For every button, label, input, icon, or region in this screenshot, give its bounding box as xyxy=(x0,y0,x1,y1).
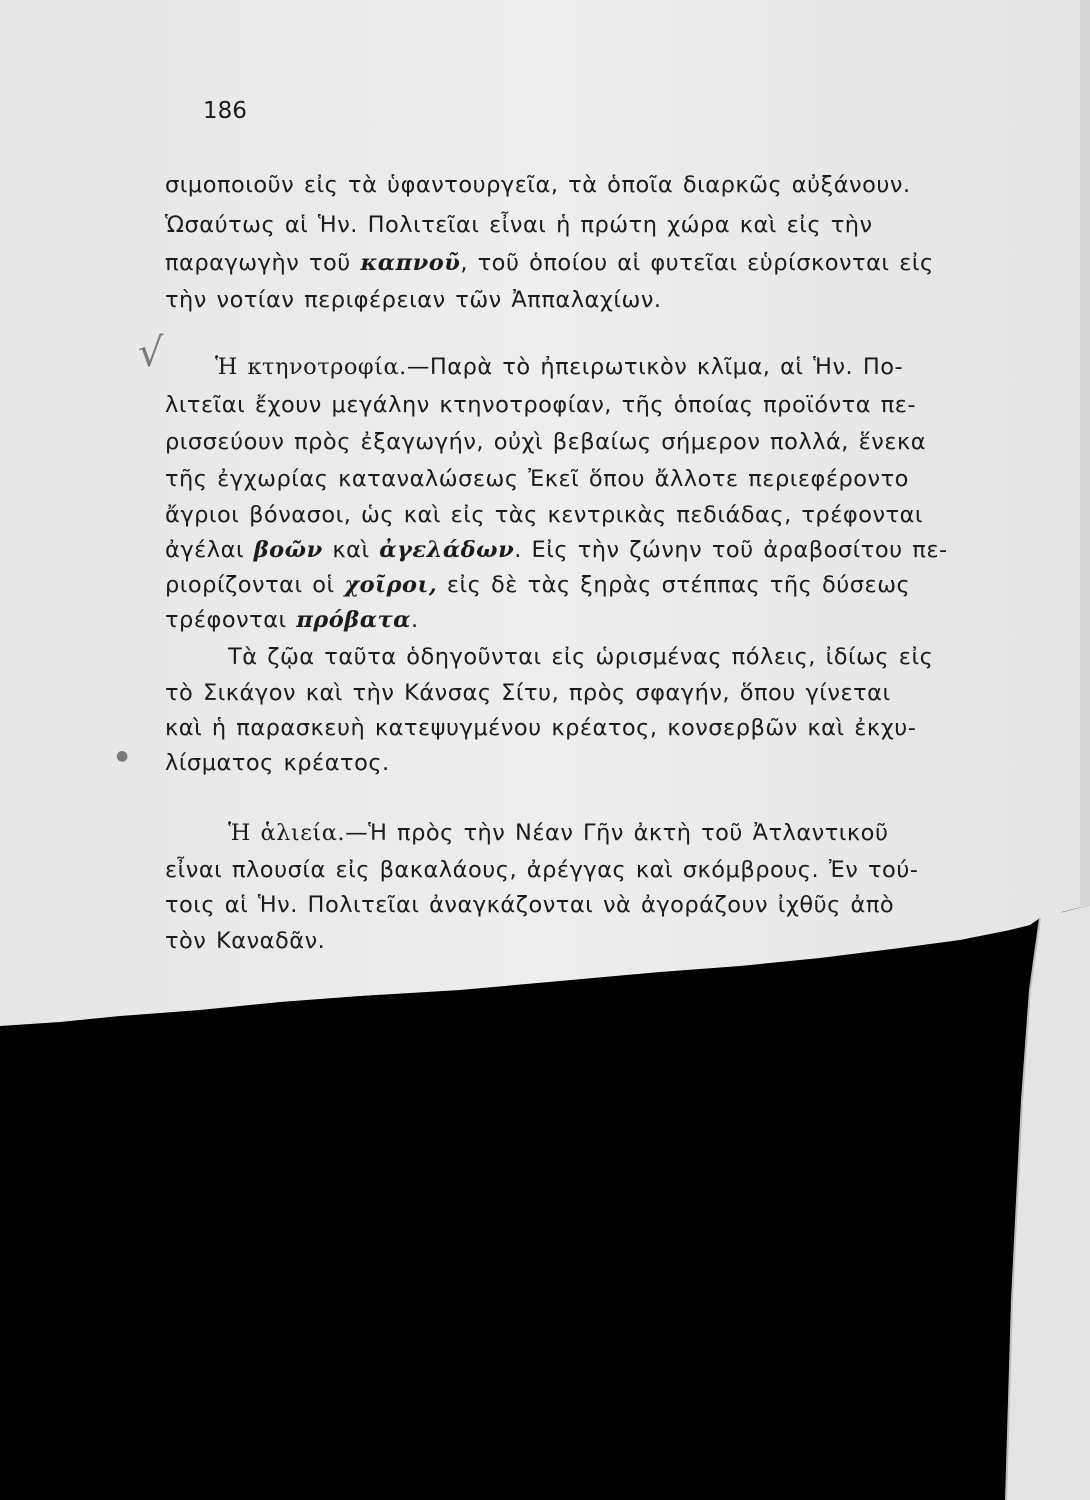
text-line: λίσματος κρέατος. xyxy=(165,750,390,776)
text-line: εἶναι πλουσία εἰς βακαλάους, ἀρέγγας καὶ σκόμβρους. Ἐν τού- xyxy=(165,857,919,883)
text-line: τῆς ἐγχωρίας καταναλώσεως Ἐκεῖ ὅπου ἄλλοτε περιεφέροντο xyxy=(165,466,909,492)
text-line: τὸ Σικάγον καὶ τὴν Κάνσας Σίτυ, πρὸς σφαγήν, ὅπου γίνεται xyxy=(165,680,891,706)
text-line: σιμοποιοῦν εἰς τὰ ὑφαντουργεῖα, τὰ ὁποῖα διαρκῶς αὐξάνουν. xyxy=(165,172,911,198)
text-line: τὴν νοτίαν περιφέρειαν τῶν Ἀππαλαχίων. xyxy=(165,287,662,313)
emphasis: βοῶν xyxy=(253,537,323,563)
text-line: τοις αἱ Ἡν. Πολιτεῖαι ἀναγκάζονται νὰ ἀγοράζουν ἰχθῦς ἀπὸ xyxy=(165,892,895,918)
section-heading: Ἡ κτηνοτροφία. xyxy=(215,354,407,380)
text-line: ἄγριοι βόνασοι, ὡς καὶ εἰς τὰς κεντρικὰς πεδιάδας, τρέφονται xyxy=(165,502,924,528)
text-line: Τὰ ζῷα ταῦτα ὁδηγοῦνται εἰς ὡρισμένας πόλεις, ἰδίως εἰς xyxy=(228,644,934,670)
text-line: ριορίζονται οἱ χοῖροι, εἰς δὲ τὰς ξηρὰς στέππας τῆς δύσεως xyxy=(165,572,911,598)
emphasis: πρόβατα xyxy=(296,607,411,633)
text-line: τρέφονται πρόβατα. xyxy=(165,607,419,633)
text-line: λιτεῖαι ἔχουν μεγάλην κτηνοτροφίαν, τῆς ὁποίας προϊόντα πε- xyxy=(165,392,917,418)
text-line: Ὡσαύτως αἱ Ἡν. Πολιτεῖαι εἶναι ἡ πρώτη χώρα καὶ εἰς τὴν xyxy=(165,212,873,238)
margin-mark: √ xyxy=(138,330,164,376)
text-line: παραγωγὴν τοῦ καπνοῦ, τοῦ ὁποίου αἱ φυτεῖαι εὑρίσκονται εἰς xyxy=(165,250,934,276)
text-line: ἀγέλαι βοῶν καὶ ἀγελάδων. Εἰς τὴν ζώνην τοῦ ἀραβοσίτου πε- xyxy=(165,537,948,563)
text-line: καὶ ἡ παρασκευὴ κατεψυγμένου κρέατος, κονσερβῶν καὶ ἐκχυ- xyxy=(165,715,917,741)
emphasis: ἀγελάδων xyxy=(379,537,515,563)
text-line: ρισσεύουν πρὸς ἐξαγωγήν, οὐχὶ βεβαίως σήμερον πολλά, ἕνεκα xyxy=(165,429,927,455)
section-heading-line: Ἡ κτηνοτροφία.—Παρὰ τὸ ἠπειρωτικὸν κλῖμα, αἱ Ἡν. Πο- xyxy=(215,354,904,380)
section-heading-line: Ἡ ἁλιεία.—Ἡ πρὸς τὴν Νέαν Γῆν ἀκτὴ τοῦ Ἀτλαντικοῦ xyxy=(228,820,889,846)
page-number: 186 xyxy=(203,98,247,124)
emphasis: χοῖροι, xyxy=(344,572,438,598)
margin-dot: ● xyxy=(116,748,129,764)
text-line: τὸν Καναδᾶν. xyxy=(165,928,326,954)
section-heading: Ἡ ἁλιεία. xyxy=(228,820,346,846)
emphasis: καπνοῦ xyxy=(360,250,461,276)
